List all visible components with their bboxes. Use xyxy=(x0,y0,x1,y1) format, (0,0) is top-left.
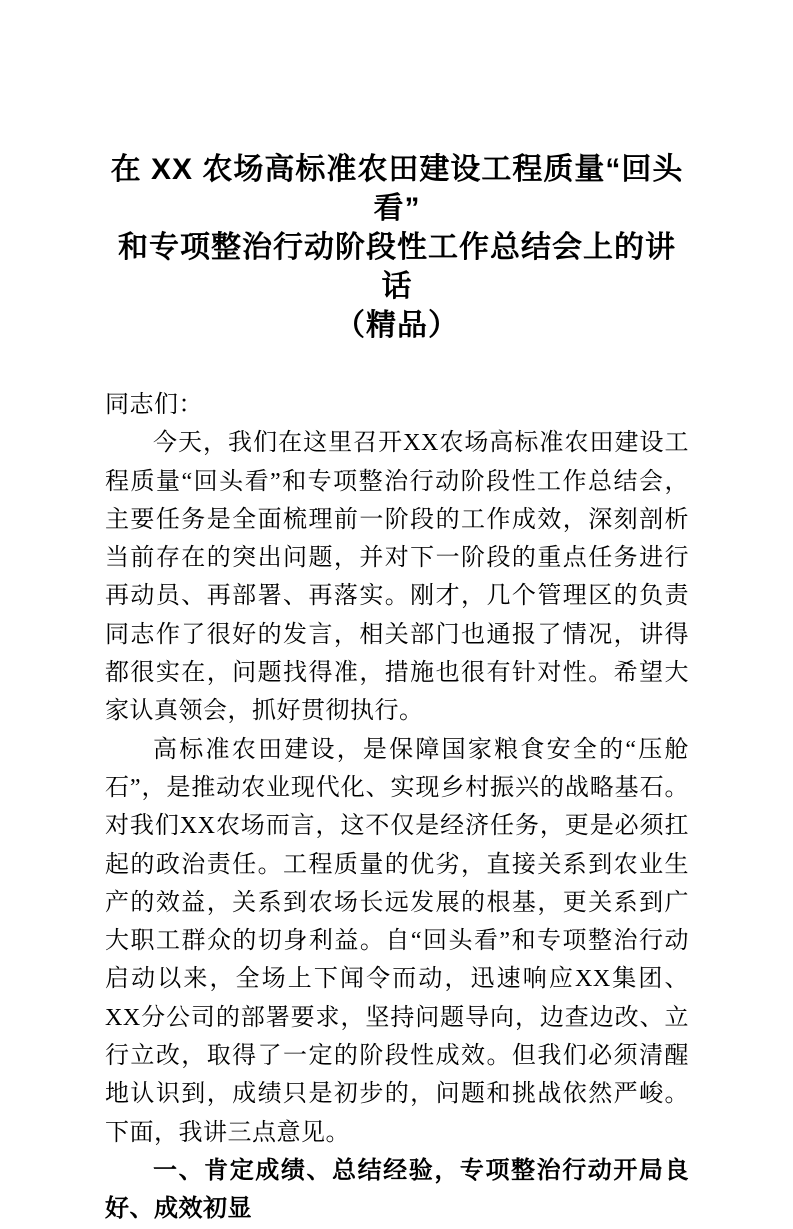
title-line-1: 在 XX 农场高标准农田建设工程质量“回头看” xyxy=(110,153,684,225)
document-title xyxy=(105,150,689,345)
section-heading-one: 一、肯定成绩、总结经验，专项整治行动开局良好、成效初显 xyxy=(105,1157,689,1223)
paragraph-opening: 今天，我们在这里召开XX农场高标准农田建设工程质量“回头看”和专项整治行动阶段性工作总结会，主要任务是全面梳理前一阶段的工作成效，深刻剖析当前存在的突出问题，并对下一阶段的重点任务进行再动员、再部署、再落实。刚才，几个管理区的负责同志作了很好的发言，相关部门也通报了情况，讲得都很实在，问题找得准，措施也很有针对性。希望大家认真领会，抓好贯彻执行。 xyxy=(105,430,689,725)
title-line-2: 和专项整治行动阶段性工作总结会上的讲话 xyxy=(118,231,676,303)
document-body xyxy=(105,386,689,1229)
title-line-3: （精品） xyxy=(335,309,459,342)
salutation: 同志们： xyxy=(105,392,203,418)
paragraph-significance: 高标准农田建设，是保障国家粮食安全的“压舱石”，是推动农业现代化、实现乡村振兴的战略基石。对我们XX农场而言，这不仅是经济任务，更是必须扛起的政治责任。工程质量的优劣，直接关系到农业生产的效益，关系到农场长远发展的根基，更关系到广大职工群众的切身利益。自“回头看”和专项整治行动启动以来，全场上下闻令而动，迅速响应XX集团、XX分公司的部署要求，坚持问题导向，边查边改、立行立改，取得了一定的阶段性成效。但我们必须清醒地认识到，成绩只是初步的，问题和挑战依然严峻。下面，我讲三点意见。 xyxy=(105,736,689,1146)
